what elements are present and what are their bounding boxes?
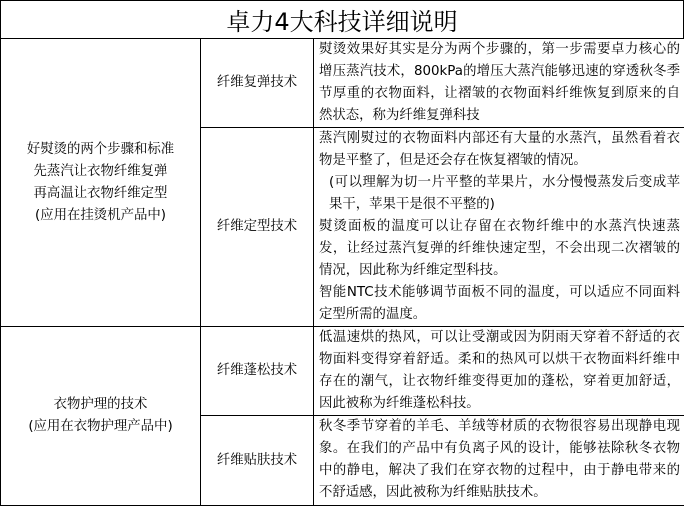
category-cell — [1, 39, 201, 327]
tech-name-cell: 纤维定型技术 — [201, 128, 314, 327]
tech-desc-cell — [314, 39, 684, 128]
tech-desc-cell — [314, 327, 684, 416]
desc-paragraph: 智能NTC技术能够调节面板不同的温度，可以适应不同面料定型所需的温度。 — [319, 282, 680, 326]
tech-table — [0, 38, 684, 506]
tech-desc-cell — [314, 128, 684, 327]
desc-paragraph: 低温速烘的热风，可以让受潮或因为阴雨天穿着不舒适的衣物面料变得穿着舒适。柔和的热风可以烘干衣物面料纤维中存在的潮气，让衣物纤维变得更加的蓬松，穿着更加舒适，因此被称为纤维蓬松科技。 — [319, 327, 680, 415]
desc-paragraph: 秋冬季节穿着的羊毛、羊绒等材质的衣物很容易出现静电现象。在我们的产品中有负离子风的设计，能够祛除秋冬衣物中的静电，解决了我们在穿衣物的过程中，由于静电带来的不舒适感，因此被称为纤维贴肤技术。 — [319, 416, 680, 504]
category-line: 再高温让衣物纤维定型 — [7, 183, 194, 205]
category-line: (应用在挂烫机产品中) — [7, 205, 194, 227]
tech-name-cell: 纤维复弹技术 — [201, 39, 314, 128]
desc-paragraph: 熨烫面板的温度可以让存留在衣物纤维中的水蒸汽快速蒸发，让经过蒸汽复弹的纤维快速定型，不会出现二次褶皱的情况，因此称为纤维定型科技。 — [319, 216, 680, 282]
table-row — [1, 39, 684, 128]
category-cell — [1, 327, 201, 506]
category-line: 先蒸汽让衣物纤维复弹 — [7, 161, 194, 183]
table-row — [1, 327, 684, 416]
desc-paragraph: (可以理解为切一片平整的苹果片，水分慢慢蒸发后变成苹果干，苹果干是很不平整的) — [319, 172, 680, 216]
tech-name-cell: 纤维贴肤技术 — [201, 416, 314, 506]
category-line: (应用在衣物护理产品中) — [7, 416, 194, 438]
category-line: 好熨烫的两个步骤和标准 — [7, 139, 194, 161]
category-line: 衣物护理的技术 — [7, 394, 194, 416]
desc-paragraph: 熨烫效果好其实是分为两个步骤的，第一步需要卓力核心的增压蒸汽技术，800kPa的增压大蒸汽能够迅速的穿透秋冬季节厚重的衣物面料，让褶皱的衣物面料纤维恢复到原来的自然状态，称为纤维复弹科技 — [319, 39, 680, 127]
tech-name-cell: 纤维蓬松技术 — [201, 327, 314, 416]
desc-paragraph: 蒸汽刚熨过的衣物面料内部还有大量的水蒸汽，虽然看着衣物是平整了，但是还会存在恢复褶皱的情况。 — [319, 128, 680, 172]
tech-desc-cell — [314, 416, 684, 506]
page-title: 卓力4大科技详细说明 — [0, 0, 684, 38]
